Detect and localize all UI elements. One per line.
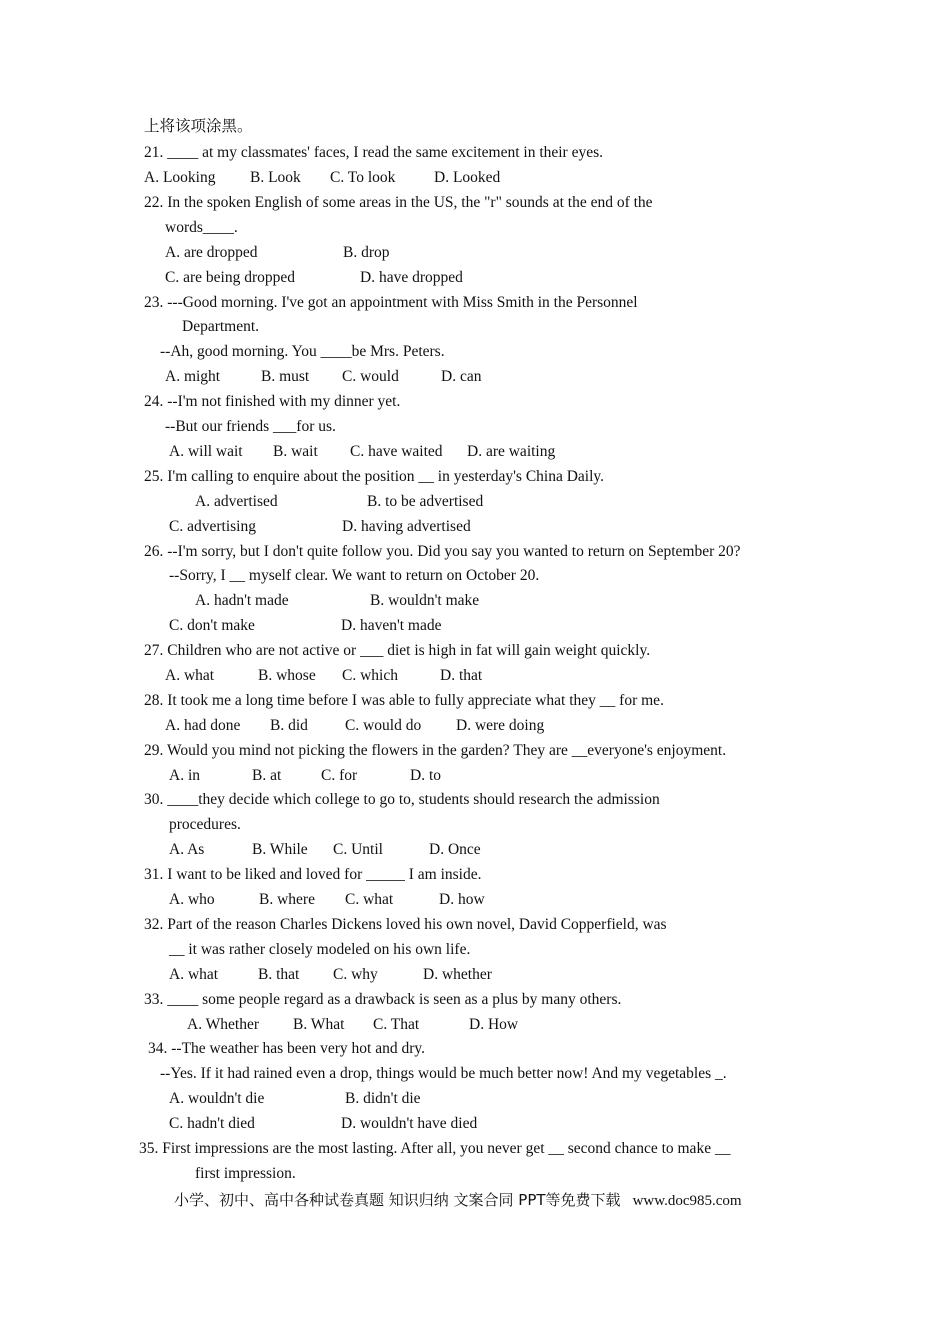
q33-option-b: B. What — [293, 1016, 345, 1033]
question-23-reply: --Ah, good morning. You ____be Mrs. Peters. — [160, 343, 445, 360]
q27-option-d: D. that — [440, 667, 483, 684]
question-35-stem-cont: first impression. — [195, 1165, 296, 1182]
page-footer — [174, 1190, 742, 1211]
q26-option-a: A. hadn't made — [195, 592, 289, 609]
q33-option-c: C. That — [373, 1016, 420, 1033]
q22-option-d: D. have dropped — [360, 269, 463, 286]
question-29-stem: 29. Would you mind not picking the flowers in the garden? They are __everyone's enjoyment. — [144, 742, 727, 759]
q21-option-c: C. To look — [330, 169, 396, 186]
q30-option-b: B. While — [252, 841, 308, 858]
instruction-tail: 上将该项涂黑。 — [144, 118, 253, 135]
q22-option-a: A. are dropped — [165, 244, 258, 261]
question-34-stem: 34. --The weather has been very hot and dry. — [148, 1040, 426, 1057]
footer-url[interactable]: www.doc985.com — [632, 1193, 742, 1209]
q24-option-c: C. have waited — [350, 443, 443, 460]
q31-option-c: C. what — [345, 891, 394, 908]
q29-option-d: D. to — [410, 767, 441, 784]
q29-option-a: A. in — [169, 767, 200, 784]
q34-option-a: A. wouldn't die — [169, 1090, 265, 1107]
q27-option-a: A. what — [165, 667, 215, 684]
question-21-stem: 21. ____ at my classmates' faces, I read the same excitement in their eyes. — [144, 144, 604, 161]
q30-option-a: A. As — [169, 841, 205, 858]
q23-option-a: A. might — [165, 368, 221, 385]
q32-option-d: D. whether — [423, 966, 492, 983]
q25-option-b: B. to be advertised — [367, 493, 484, 510]
q34-option-d: D. wouldn't have died — [341, 1115, 478, 1132]
q28-option-a: A. had done — [165, 717, 241, 734]
q32-option-b: B. that — [258, 966, 300, 983]
q29-option-b: B. at — [252, 767, 282, 784]
q34-option-c: C. hadn't died — [169, 1115, 255, 1132]
q23-option-b: B. must — [261, 368, 310, 385]
q28-option-c: C. would do — [345, 717, 422, 734]
question-33-stem: 33. ____ some people regard as a drawback is seen as a plus by many others. — [144, 991, 622, 1008]
q22-option-b: B. drop — [343, 244, 390, 261]
question-26-reply: --Sorry, I __ myself clear. We want to return on October 20. — [169, 567, 540, 584]
q31-option-d: D. how — [439, 891, 485, 908]
q33-option-a: A. Whether — [187, 1016, 260, 1033]
q26-option-b: B. wouldn't make — [370, 592, 480, 609]
q25-option-d: D. having advertised — [342, 518, 471, 535]
q21-option-b: B. Look — [250, 169, 301, 186]
q34-option-b: B. didn't die — [345, 1090, 421, 1107]
q24-option-d: D. are waiting — [467, 443, 556, 460]
question-22-stem: 22. In the spoken English of some areas in the US, the "r" sounds at the end of the — [144, 194, 653, 211]
q26-option-d: D. haven't made — [341, 617, 442, 634]
q32-option-a: A. what — [169, 966, 219, 983]
q23-option-c: C. would — [342, 368, 399, 385]
q30-option-d: D. Once — [429, 841, 481, 858]
question-31-stem: 31. I want to be liked and loved for _____ I am inside. — [144, 866, 482, 883]
q25-option-c: C. advertising — [169, 518, 256, 535]
question-35-stem: 35. First impressions are the most lasting. After all, you never get __ second chance to make __ — [139, 1140, 731, 1157]
q27-option-c: C. which — [342, 667, 398, 684]
question-25-stem: 25. I'm calling to enquire about the position __ in yesterday's China Daily. — [144, 468, 605, 485]
q23-option-d: D. can — [441, 368, 482, 385]
q21-option-a: A. Looking — [144, 169, 216, 186]
question-24-reply: --But our friends ___for us. — [165, 418, 336, 435]
q21-option-d: D. Looked — [434, 169, 501, 186]
q29-option-c: C. for — [321, 767, 358, 784]
q25-option-a: A. advertised — [195, 493, 278, 510]
footer-text: 小学、初中、高中各种试卷真题 知识归纳 文案合同 PPT等免费下载 — [174, 1191, 621, 1209]
question-34-reply: --Yes. If it had rained even a drop, things would be much better now! And my vegetables _. — [160, 1065, 727, 1082]
question-28-stem: 28. It took me a long time before I was able to fully appreciate what they __ for me. — [144, 692, 664, 709]
q24-option-b: B. wait — [273, 443, 318, 460]
q32-option-c: C. why — [333, 966, 378, 983]
q27-option-b: B. whose — [258, 667, 316, 684]
question-27-stem: 27. Children who are not active or ___ diet is high in fat will gain weight quickly. — [144, 642, 651, 659]
q26-option-c: C. don't make — [169, 617, 255, 634]
question-23-stem-cont: Department. — [182, 318, 260, 335]
q30-option-c: C. Until — [333, 841, 383, 858]
question-26-stem: 26. --I'm sorry, but I don't quite follow you. Did you say you wanted to return on September 20? — [144, 543, 741, 560]
question-30-stem-cont: procedures. — [169, 816, 241, 833]
question-30-stem: 30. ____they decide which college to go to, students should research the admission — [144, 791, 660, 808]
q31-option-a: A. who — [169, 891, 215, 908]
q22-option-c: C. are being dropped — [165, 269, 295, 286]
question-32-stem: 32. Part of the reason Charles Dickens loved his own novel, David Copperfield, was — [144, 916, 667, 933]
question-23-stem: 23. ---Good morning. I've got an appointment with Miss Smith in the Personnel — [144, 294, 638, 311]
q24-option-a: A. will wait — [169, 443, 243, 460]
q33-option-d: D. How — [469, 1016, 519, 1033]
question-22-stem-cont: words____. — [165, 219, 238, 236]
q31-option-b: B. where — [259, 891, 315, 908]
q28-option-b: B. did — [270, 717, 308, 734]
question-32-stem-cont: __ it was rather closely modeled on his own life. — [169, 941, 471, 958]
question-24-stem: 24. --I'm not finished with my dinner yet. — [144, 393, 401, 410]
q28-option-d: D. were doing — [456, 717, 545, 734]
